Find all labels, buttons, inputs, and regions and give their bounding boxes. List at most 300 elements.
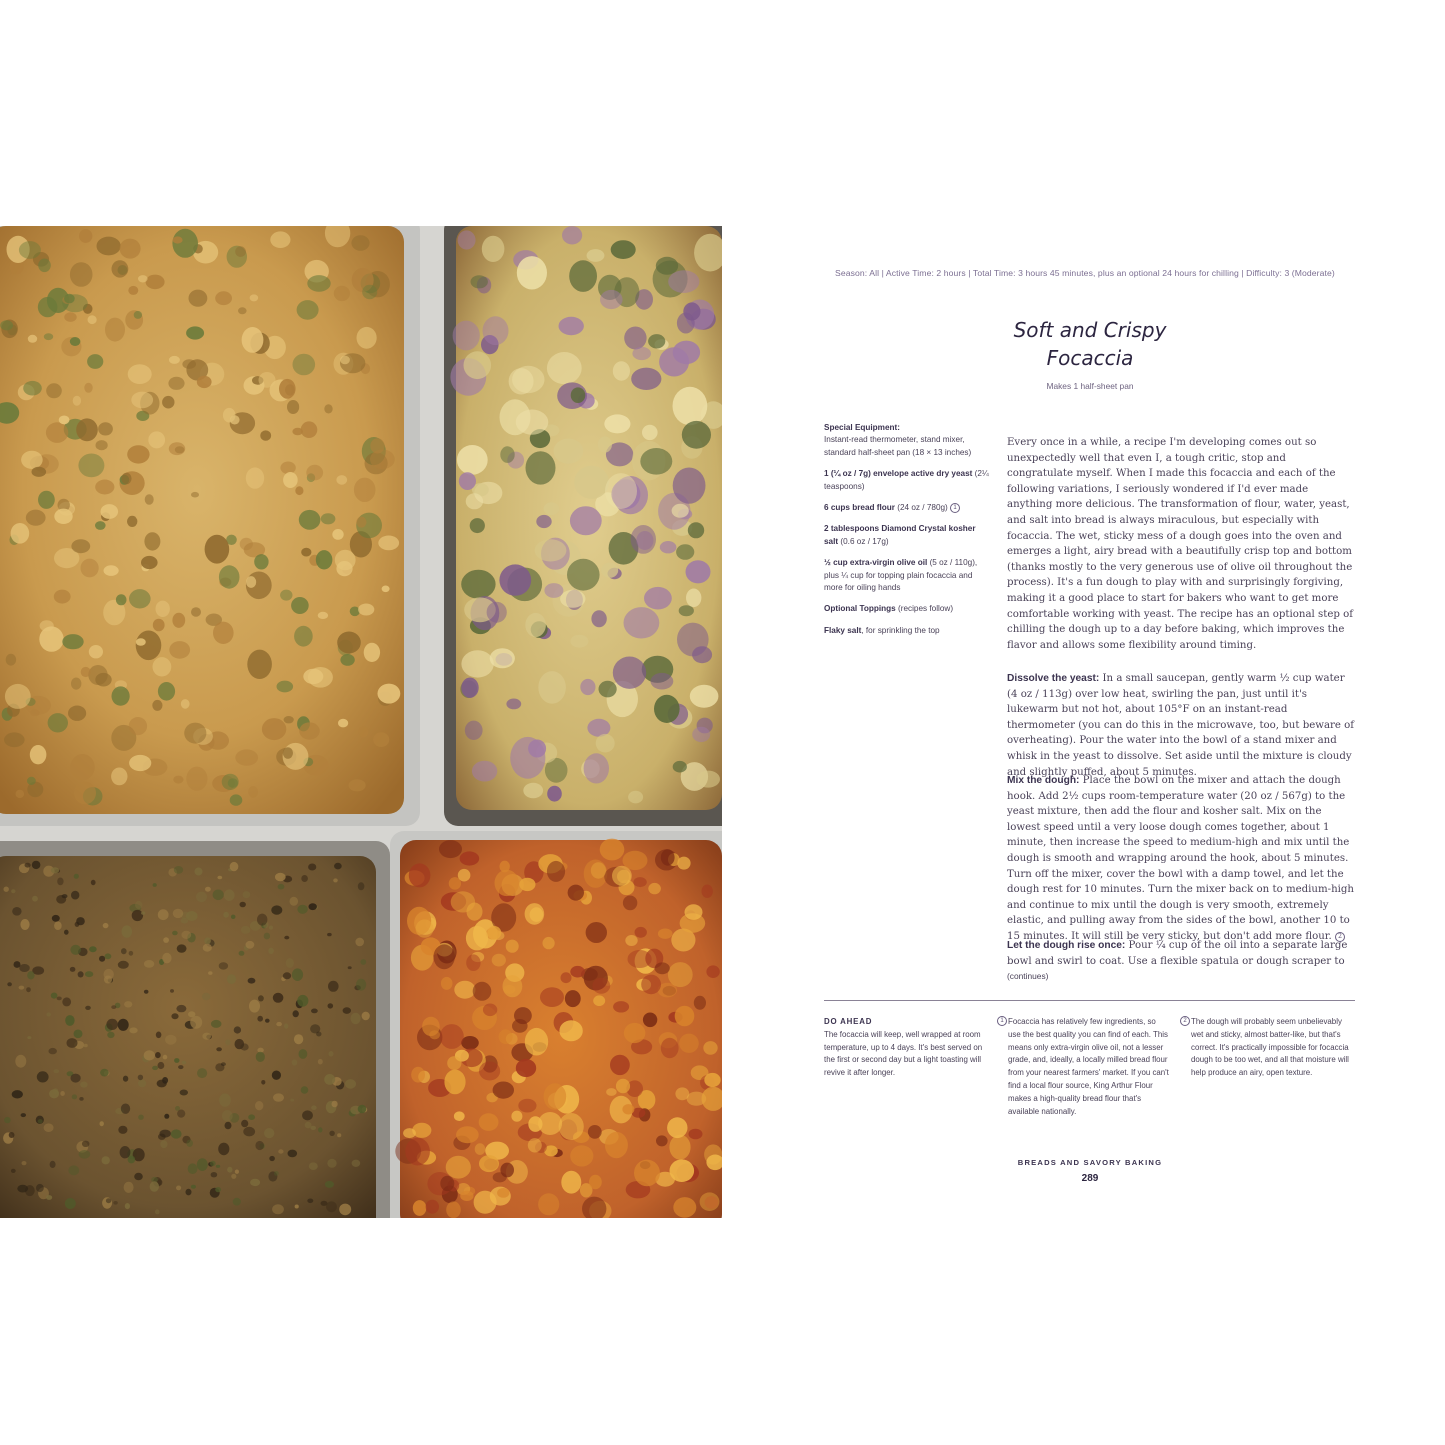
bread-texture-spot [667,1117,687,1138]
bread-texture-spot [411,1067,425,1083]
bread-texture-spot [215,1187,221,1192]
bread-texture-spot [30,745,47,764]
bread-texture-spot [334,286,350,301]
bread-texture-spot [275,873,286,882]
bread-texture-spot [351,1013,361,1024]
bread-texture-spot [162,396,174,409]
bread-texture-spot [127,516,137,527]
bread-texture-spot [257,914,267,926]
bread-texture-spot [280,590,292,601]
bread-texture-spot [605,1132,628,1158]
bread-texture-spot [273,1093,284,1101]
bread-texture-spot [138,275,148,282]
bread-texture-spot [284,936,289,940]
bread-texture-spot [706,965,719,978]
bread-texture-spot [440,1176,454,1191]
footnote-marker: 1 [950,503,960,513]
bread-texture-spot [102,1156,110,1164]
bread-texture-spot [268,948,274,954]
bread-texture-spot [19,986,25,990]
bread-texture-spot [188,1163,198,1174]
bread-texture-spot [364,643,380,662]
bread-texture-spot [76,418,98,441]
bread-texture-spot [292,1059,298,1065]
bread-texture-spot [544,1083,567,1110]
bread-texture-spot [141,556,158,569]
bread-texture-spot [334,863,342,870]
bread-texture-spot [562,226,582,244]
bread-texture-spot [686,589,701,608]
bread-texture-spot [125,1203,130,1209]
bread-texture-spot [611,240,636,259]
bread-texture-spot [441,977,453,990]
bread-texture-spot [554,439,584,464]
bread-texture-spot [461,678,478,698]
bread-texture-spot [101,504,119,519]
bread-texture-spot [297,300,319,320]
bread-texture-spot [269,926,273,930]
bread-texture-spot [195,868,203,876]
bread-texture-spot [276,1022,282,1026]
bread-texture-spot [132,910,143,921]
bread-texture-spot [153,883,157,887]
bread-texture-spot [584,753,609,783]
bread-texture-spot [155,1209,160,1214]
bread-texture-spot [111,768,127,786]
bread-texture-spot [570,506,602,535]
bread-texture-spot [20,919,29,930]
bread-texture-spot [27,1036,31,1039]
bread-texture-spot [144,990,149,994]
bread-texture-spot [120,1146,131,1158]
bread-texture-spot [262,718,286,740]
bread-texture-spot [669,1135,690,1160]
bread-texture-spot [290,897,299,906]
bread-texture-spot [129,589,151,608]
bread-texture-spot [81,667,91,677]
bread-texture-spot [9,1132,15,1138]
bread-texture-spot [416,919,434,937]
bread-texture-spot [568,885,584,901]
bread-texture-spot [623,896,637,911]
bread-texture-spot [240,538,253,550]
bread-texture-spot [73,396,81,406]
bread-texture-spot [328,981,339,992]
bread-texture-spot [343,1007,351,1014]
bread-texture-spot [567,559,600,591]
ingredient-item: 2 tablespoons Diamond Crystal kosher salt (0.6 oz / 17g) [824,524,976,546]
bread-texture-spot [138,1115,144,1120]
bread-texture-spot [65,1015,74,1026]
bread-texture-spot [321,513,336,524]
bread-texture-spot [631,525,656,554]
bread-texture-spot [118,1126,127,1134]
bread-texture-spot [482,236,505,262]
step-mix-dough [1007,773,1355,945]
bread-texture-spot [475,1143,486,1155]
bread-texture-spot [613,1001,629,1012]
bread-texture-spot [171,1129,182,1138]
bread-texture-spot [5,684,31,709]
bread-texture-spot [217,876,222,880]
bread-texture-spot [574,466,609,499]
bread-texture-spot [196,892,207,903]
bread-texture-spot [598,436,612,452]
bread-texture-spot [514,1007,532,1024]
bread-texture-spot [79,1150,91,1159]
bread-texture-spot [155,1052,161,1058]
bread-texture-spot [169,442,185,455]
bread-texture-spot [613,361,630,380]
bread-texture-spot [216,1165,220,1168]
bread-texture-spot [51,993,58,999]
bread-texture-spot [352,1160,361,1167]
bread-texture-spot [27,971,34,979]
bread-texture-spot [3,887,8,892]
bread-texture-spot [89,946,97,952]
bread-texture-spot [164,1114,169,1119]
bread-texture-spot [129,951,134,956]
bread-texture-spot [215,291,232,305]
bread-texture-spot [318,612,328,619]
bread-texture-spot [471,275,488,288]
bread-texture-spot [99,956,105,962]
bread-texture-spot [233,1198,241,1206]
bread-texture-spot [231,1174,236,1179]
page-number: 289 [1081,1173,1099,1184]
bread-texture-spot [506,699,521,710]
bread-texture-spot [59,416,70,425]
footnote-number: 2 [1180,1016,1190,1026]
bread-texture-spot [230,794,243,805]
bread-texture-spot [329,1051,334,1057]
bread-texture-spot [15,790,24,798]
bread-texture-spot [479,1113,499,1131]
bread-texture-spot [222,774,239,790]
bread-texture-spot [169,356,180,364]
bread-texture-spot [182,359,196,369]
bread-texture-spot [235,1039,245,1049]
recipe-meta: Season: All | Active Time: 2 hours | Total Time: 3 hours 45 minutes, plus an optional 24 hours for chilling | Difficulty: 3 (Moderate) [835,268,1335,278]
recipe-title-line2: Focaccia [1046,346,1134,370]
bread-texture-spot [180,1090,188,1096]
bread-texture-spot [273,993,284,1003]
ingredient-item: 6 cups bread flour (24 oz / 780g) 1 [824,502,989,514]
bread-texture-spot [71,678,81,690]
ingredients-column [824,422,989,637]
bread-texture-spot [158,909,169,920]
bread-texture-spot [141,911,145,914]
bread-texture-spot [409,863,431,887]
bread-texture-spot [493,1172,507,1182]
bread-texture-spot [339,1204,351,1216]
bread-texture-spot [571,387,586,403]
bread-texture-spot [235,749,258,765]
bread-texture-spot [413,1200,427,1216]
bread-texture-spot [326,1201,337,1212]
bread-texture-spot [453,321,480,351]
bread-texture-spot [569,260,597,292]
bread-texture-spot [118,1019,129,1031]
bread-texture-spot [679,605,694,616]
bread-texture-spot [605,473,637,509]
bread-texture-spot [601,563,618,578]
bread-texture-spot [38,491,55,509]
bread-texture-spot [444,1070,465,1095]
bread-texture-spot [500,446,514,463]
bread-texture-spot [6,654,16,666]
bread-texture-spot [239,951,245,956]
bread-texture-spot [38,297,58,317]
bread-texture-spot [241,1120,248,1128]
bread-texture-spot [280,462,295,475]
bread-texture-spot [511,1111,522,1122]
bread-texture-spot [197,1158,208,1171]
bread-texture-spot [675,1006,695,1027]
recipe-title-line1: Soft and Crispy [1013,318,1167,342]
bread-texture-spot [136,638,146,645]
bread-texture-spot [178,1065,183,1069]
bread-texture-spot [70,337,81,346]
bread-texture-spot [519,878,535,891]
bread-texture-spot [297,995,308,1007]
bread-texture-spot [144,532,160,550]
bread-texture-spot [100,1069,109,1077]
bread-texture-spot [561,1171,581,1194]
bread-texture-spot [547,352,582,384]
bread-texture-spot [89,645,103,658]
bread-texture-spot [186,326,204,339]
bread-texture-spot [446,1156,471,1179]
bread-texture-spot [591,610,606,627]
bread-texture-spot [7,982,12,986]
bread-texture-spot [632,347,651,360]
bread-texture-spot [333,878,338,882]
bread-texture-spot [88,315,97,324]
bread-texture-spot [181,699,190,709]
bread-texture-spot [586,922,607,943]
bread-texture-spot [297,905,307,914]
bread-texture-spot [118,961,129,969]
bread-texture-spot [440,1024,464,1049]
ingredient-item: ½ cup extra-virgin olive oil (5 oz / 110g), plus ¼ cup for topping plain focaccia and more for oiling hands [824,558,978,593]
bread-texture-spot [458,869,471,882]
bread-texture-spot [234,1026,241,1033]
bread-texture-spot [243,1127,255,1137]
bread-texture-spot [540,987,564,1007]
bread-texture-spot [487,602,507,623]
step-heading: Let the dough rise once: [1007,940,1126,951]
bread-texture-spot [153,619,165,632]
bread-texture-spot [162,953,171,964]
bread-texture-spot [321,1201,328,1206]
bread-texture-spot [668,270,699,293]
bread-texture-spot [4,1117,11,1123]
bread-texture-spot [129,1027,137,1033]
bread-texture-spot [213,622,234,644]
bread-texture-spot [148,431,165,448]
bread-texture-spot [497,1188,509,1198]
bread-texture-spot [197,1068,207,1078]
bread-texture-spot [158,1062,165,1069]
bread-texture-spot [604,414,630,433]
bread-texture-spot [516,1059,536,1077]
bread-texture-spot [336,475,347,485]
bread-texture-spot [283,472,298,488]
bread-texture-spot [461,650,493,677]
bread-texture-spot [634,1160,660,1187]
bread-texture-spot [487,926,501,940]
bread-texture-spot [673,761,687,773]
bread-texture-spot [181,931,191,939]
bread-texture-spot [538,1193,559,1215]
bread-texture-spot [65,1198,76,1209]
bread-texture-spot [591,862,606,878]
bread-texture-spot [528,1138,542,1152]
bread-texture-spot [259,372,276,388]
bread-texture-spot [152,1066,158,1070]
bread-texture-spot [265,1019,270,1023]
bread-texture-spot [702,885,713,898]
bread-texture-spot [223,912,229,918]
bread-texture-spot [70,262,93,287]
bread-texture-spot [288,1150,298,1158]
bread-texture-spot [446,1201,461,1218]
bread-texture-spot [310,1126,316,1130]
equipment-heading: Special Equipment: [824,423,900,432]
bread-texture-spot [216,1047,222,1051]
bread-texture-spot [690,685,719,708]
bread-texture-spot [64,294,75,304]
bread-texture-spot [308,667,333,688]
bread-texture-spot [310,1024,320,1033]
footnote-text: Focaccia has relatively few ingredients, so use the best quality you can find of each. This means only extra-virgin olive oil, not a lesser grade, and, ideally, a locally milled bread flour from your nearest farmers' market. If you can't find a local flour source, King Arthur Flour makes a high-quality bread flour that's available nationally. [1008,1017,1169,1116]
bread-texture-spot [21,1113,26,1117]
bread-texture-spot [625,935,637,946]
bread-texture-spot [254,554,268,569]
bread-texture-spot [23,381,42,396]
ingredient-item: Optional Toppings (recipes follow) [824,604,954,614]
bread-texture-spot [238,307,247,314]
bread-texture-spot [403,1128,416,1138]
bread-texture-spot [247,650,272,679]
bread-texture-spot [53,1088,59,1095]
bread-texture-spot [32,896,38,902]
bread-texture-spot [128,1156,136,1164]
bread-texture-spot [36,1184,44,1192]
bread-texture-spot [230,862,239,871]
bread-texture-spot [479,1155,499,1172]
bread-texture-spot [670,1159,695,1182]
bread-texture-spot [692,646,712,663]
bread-texture-spot [191,1185,196,1189]
bread-texture-spot [642,425,658,440]
bread-texture-spot [246,467,264,488]
bread-texture-spot [71,891,79,900]
bread-texture-spot [631,368,661,390]
bread-texture-spot [286,958,294,968]
bread-texture-spot [186,1140,193,1147]
bread-texture-spot [95,521,106,530]
bread-texture-spot [160,1140,167,1148]
do-ahead-heading: DO AHEAD [824,1017,873,1026]
bread-texture-spot [283,972,291,979]
bread-texture-spot [624,607,660,638]
bread-texture-spot [307,275,330,292]
bread-texture-spot [278,884,285,890]
bread-texture-spot [49,1048,57,1054]
bread-texture-spot [467,903,483,921]
bread-texture-spot [213,890,224,901]
bread-texture-spot [235,246,246,257]
bread-texture-spot [362,1012,370,1021]
bread-texture-spot [570,1145,593,1166]
bread-texture-spot [184,723,206,744]
bread-texture-spot [111,1005,116,1009]
bread-texture-spot [543,937,555,949]
bread-texture-spot [570,966,585,978]
bread-texture-spot [616,1079,630,1094]
bread-texture-spot [186,1189,192,1196]
bread-texture-spot [258,995,264,1001]
bread-texture-spot [173,776,183,784]
headnote: Every once in a while, a recipe I'm developing comes out so unexpectedly well that even I, a tough critic, stop and congratulate myself. When I made this focaccia and each of the following variations, I seriously wondered if I'd ever made anything more delicious. The transformation of flour, water, yeast, and salt into bread is always miraculous, but especially with focaccia. The wet, sticky mess of a dough goes into the oven and emerges a light, airy bread with a beautifully crisp top and bottom (thanks mostly to the very generous use of olive oil throughout the process). It's a fun dough to play with and surprisingly forgiving, making it a good place to start for bakers who want to get more comfortable working with yeast. The recipe has an optional step of chilling the dough up to a day before baking, which improves the flavor and allows some flexibility around timing. [1007,437,1354,651]
bread-texture-spot [127,445,149,463]
bread-texture-spot [79,1097,83,1101]
bread-texture-spot [340,356,350,365]
ingredient-item: Flaky salt, for sprinkling the top [824,625,940,635]
bread-texture-spot [27,777,36,785]
bread-texture-spot [121,1104,130,1114]
bread-texture-spot [54,590,71,604]
bread-texture-spot [559,1113,584,1140]
bread-texture-spot [64,930,69,935]
bread-texture-spot [675,1087,689,1100]
bread-texture-spot [345,1079,356,1089]
bread-texture-spot [661,849,675,865]
bread-texture-spot [318,1059,323,1065]
footnote-text: The dough will probably seem unbelievably wet and sticky, almost batter-like, but that's correct. It's practically impossible for focaccia dough to be too wet, and all that moisture will help produce an airy, open texture. [1191,1017,1349,1078]
bread-texture-spot [628,791,643,804]
bread-texture-spot [538,671,566,704]
bread-texture-spot [301,421,318,438]
bread-texture-spot [405,1138,430,1166]
bread-texture-spot [329,1131,334,1136]
bread-texture-spot [221,1062,226,1066]
bread-texture-spot [301,1086,309,1094]
bread-texture-spot [643,1013,657,1028]
bread-texture-spot [454,981,475,999]
bread-texture-spot [688,522,704,538]
bread-texture-spot [144,960,154,968]
bread-texture-spot [182,1061,186,1064]
bread-texture-spot [523,783,543,798]
bread-texture-spot [134,1173,143,1181]
bread-texture-spot [499,564,531,595]
bread-texture-spot [599,681,617,698]
bread-texture-spot [248,1114,255,1120]
bread-texture-spot [249,1000,260,1013]
bread-texture-spot [54,921,62,930]
bread-texture-spot [104,969,114,980]
bread-texture-spot [74,1030,83,1039]
bread-texture-spot [677,313,695,334]
bread-texture-spot [204,937,211,944]
bread-texture-spot [470,518,485,533]
bread-texture-spot [138,1075,143,1081]
bread-texture-spot [370,449,395,469]
bread-texture-spot [46,1012,51,1016]
